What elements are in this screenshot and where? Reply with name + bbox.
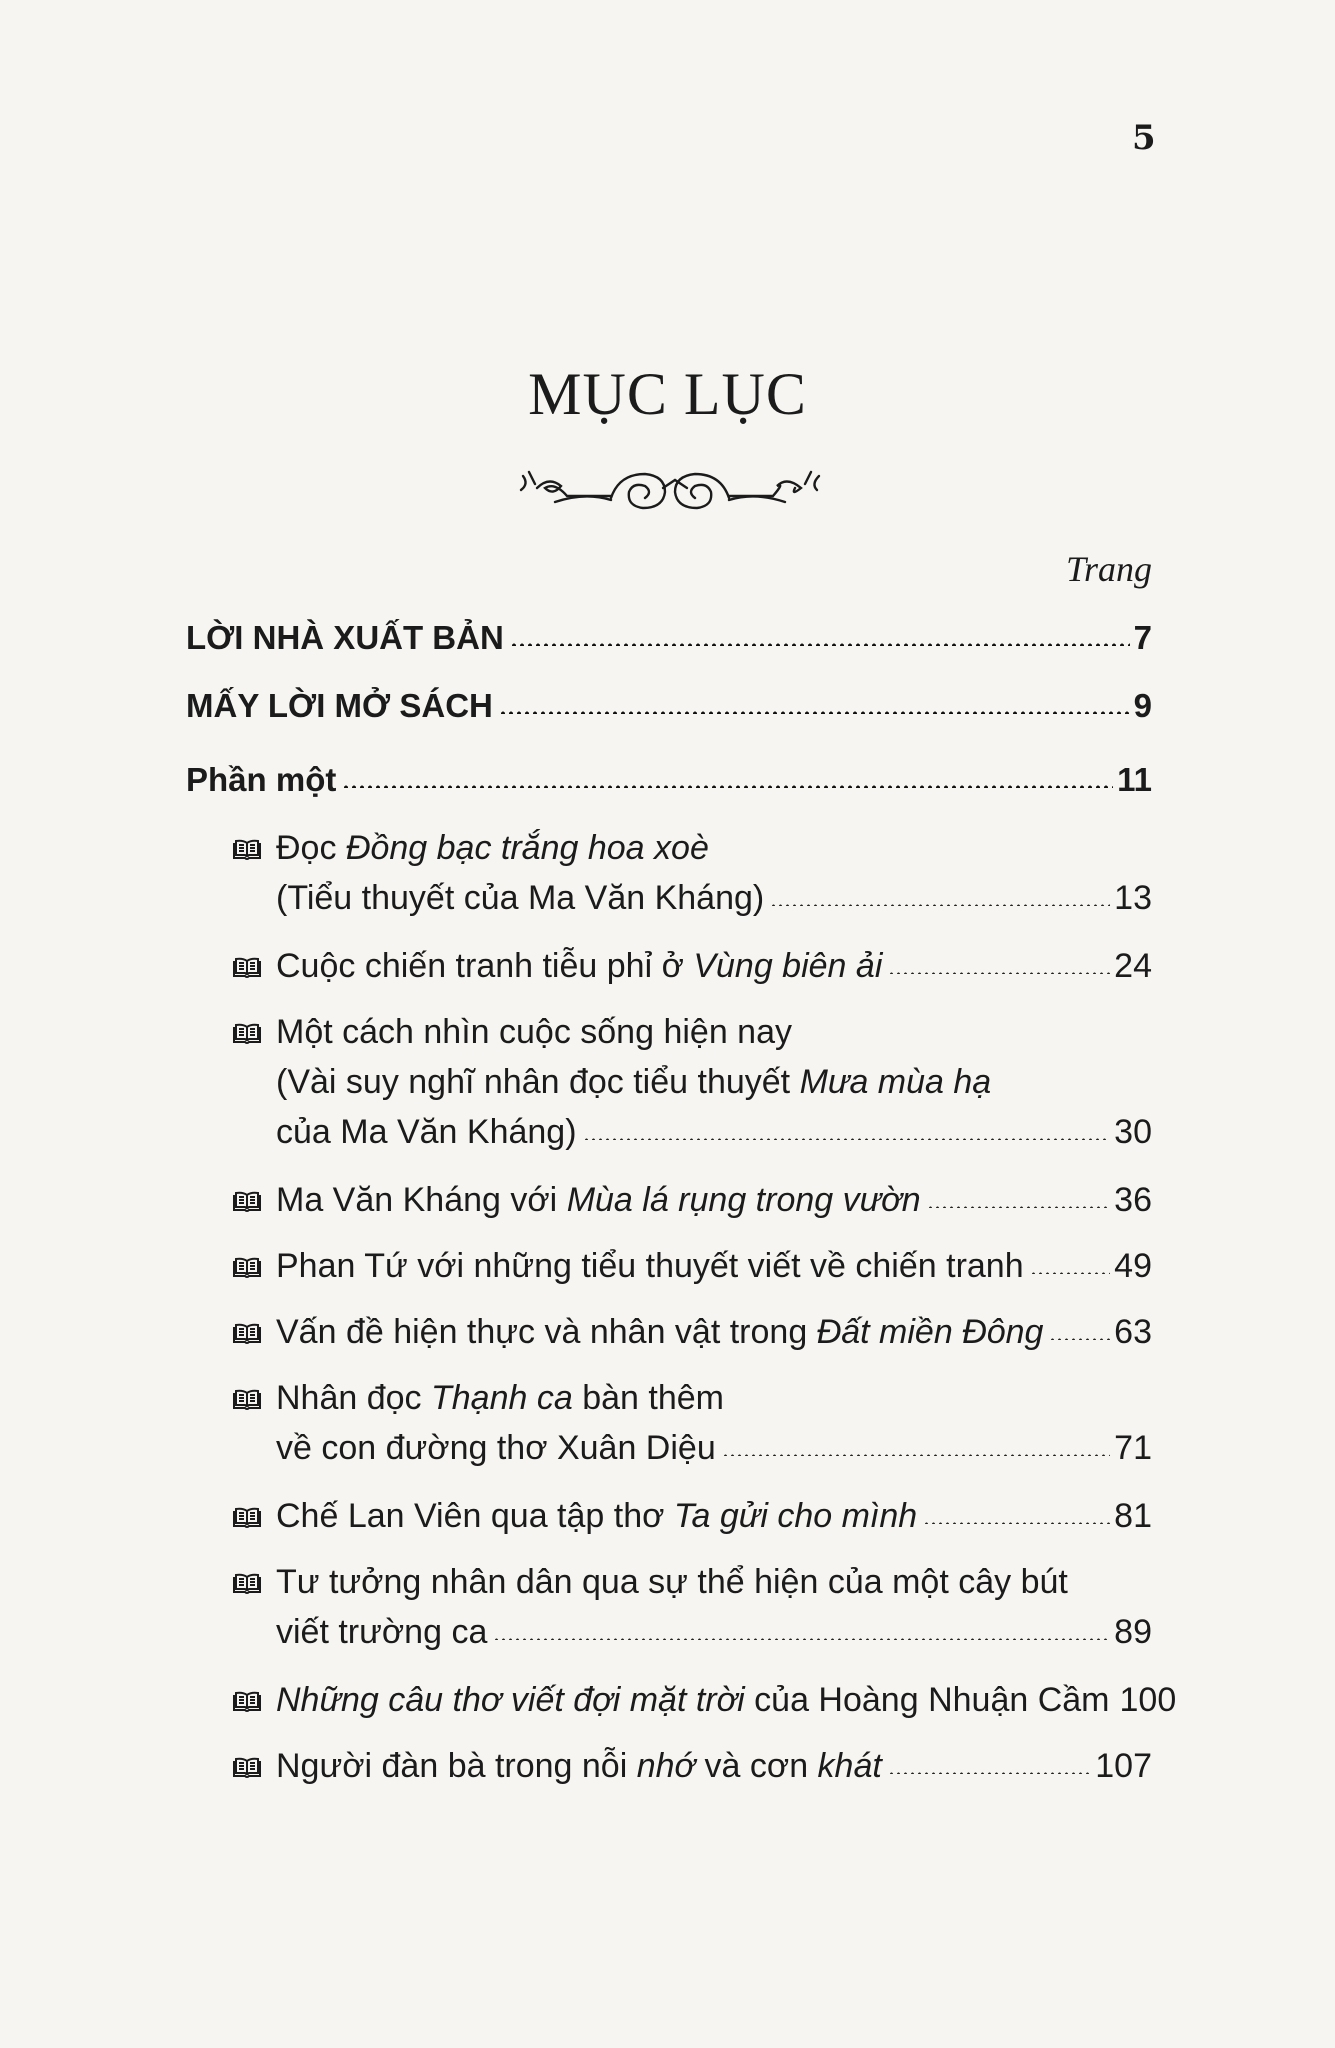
page-number: 5 [1132, 118, 1156, 158]
toc-entry-title: Người đàn bà trong nỗi nhớ và cơn khát [276, 1747, 882, 1785]
dot-leader [1049, 1338, 1110, 1340]
toc-section-entry [186, 760, 1152, 800]
toc-entry-title: Phan Tứ với những tiểu thuyết viết về chiến tranh [276, 1247, 1024, 1285]
dot-leader [342, 785, 1113, 788]
toc-entry-page: 24 [1114, 947, 1152, 985]
dot-leader [888, 972, 1110, 974]
dot-leader [923, 1522, 1110, 1524]
toc-section-entry [186, 618, 1152, 658]
toc-article-entry [232, 1562, 1152, 1602]
toc-article-entry [232, 1180, 1152, 1220]
toc-article-entry [232, 828, 1152, 868]
toc-article-entry [232, 946, 1152, 986]
page-column-label: Trang [1066, 549, 1153, 589]
toc-entry-title: Những câu thơ viết đợi mặt trời của Hoàng Nhuận Cầm [276, 1681, 1110, 1719]
toc-entry-title: viết trường ca [276, 1613, 488, 1651]
toc-entry-title: Nhân đọc Thạnh ca bàn thêm [276, 1379, 724, 1417]
toc-entry-page: 71 [1114, 1429, 1152, 1467]
toc-entry-title: về con đường thơ Xuân Diệu [276, 1429, 716, 1467]
dot-leader [499, 711, 1130, 714]
toc-entry-page: 107 [1095, 1747, 1152, 1785]
toc-article-continuation [276, 1612, 1152, 1652]
dot-leader [722, 1454, 1110, 1456]
page-title: MỤC LỤC [528, 361, 807, 427]
open-book-icon [232, 948, 262, 970]
toc-article-entry [232, 1378, 1152, 1418]
toc-entry-title: của Ma Văn Kháng) [276, 1113, 577, 1151]
toc-article-entry [232, 1312, 1152, 1352]
dot-leader [583, 1138, 1111, 1140]
open-book-icon [232, 1748, 262, 1770]
dot-leader [927, 1206, 1111, 1208]
open-book-icon [232, 1014, 262, 1036]
toc-entry-page: 11 [1117, 761, 1152, 798]
dot-leader [770, 904, 1110, 906]
open-book-icon [232, 1564, 262, 1586]
toc-entry-page: 89 [1114, 1613, 1152, 1651]
open-book-icon [232, 1182, 262, 1204]
toc-entry-page: 63 [1114, 1313, 1152, 1351]
toc-article-entry [232, 1246, 1152, 1286]
toc-entry-page: 7 [1133, 619, 1152, 656]
toc-entry-title: Chế Lan Viên qua tập thơ Ta gửi cho mình [276, 1497, 918, 1535]
toc-entry-title: MẤY LỜI MỞ SÁCH [186, 687, 493, 724]
toc-entry-title: Vấn đề hiện thực và nhân vật trong Đất miền Đông [276, 1313, 1044, 1351]
toc-entry-title: Ma Văn Kháng với Mùa lá rụng trong vườn [276, 1181, 921, 1219]
toc-article-continuation [276, 878, 1152, 918]
toc-entry-page: 49 [1114, 1247, 1152, 1285]
toc-article-entry [232, 1680, 1177, 1720]
toc-entry-title: Phần một [186, 761, 337, 798]
toc-article-continuation [276, 1062, 1152, 1102]
open-book-icon [232, 1248, 262, 1270]
toc-entry-page: 9 [1133, 687, 1152, 724]
toc-entry-page: 36 [1114, 1181, 1152, 1219]
toc-entry-title: (Vài suy nghĩ nhân đọc tiểu thuyết Mưa mùa hạ [276, 1063, 992, 1101]
toc-entry-title: (Tiểu thuyết của Ma Văn Kháng) [276, 879, 765, 917]
toc-entry-title: Tư tưởng nhân dân qua sự thể hiện của một cây bút [276, 1563, 1068, 1601]
open-book-icon [232, 1314, 262, 1336]
ornament-divider-icon [515, 462, 825, 520]
toc-article-entry [232, 1746, 1152, 1786]
toc-entry-page: 100 [1119, 1681, 1177, 1719]
open-book-icon [232, 1682, 262, 1704]
toc-article-continuation [276, 1112, 1152, 1152]
open-book-icon [232, 1498, 262, 1520]
open-book-icon [232, 830, 262, 852]
toc-entry-title: Cuộc chiến tranh tiễu phỉ ở Vùng biên ải [276, 947, 883, 985]
toc-article-entry [232, 1012, 1152, 1052]
toc-entry-title: Một cách nhìn cuộc sống hiện nay [276, 1013, 792, 1051]
open-book-icon [232, 1380, 262, 1402]
toc-entry-page: 30 [1114, 1113, 1152, 1151]
toc-entry-title: LỜI NHÀ XUẤT BẢN [186, 619, 504, 656]
toc-entry-page: 81 [1114, 1497, 1152, 1535]
toc-entry-page: 13 [1114, 879, 1152, 917]
toc-article-entry [232, 1496, 1152, 1536]
toc-section-entry [186, 686, 1152, 726]
dot-leader [493, 1638, 1110, 1640]
dot-leader [510, 643, 1130, 646]
toc-entry-title: Đọc Đồng bạc trắng hoa xoè [276, 829, 709, 867]
dot-leader [888, 1772, 1091, 1774]
toc-article-continuation [276, 1428, 1152, 1468]
dot-leader [1030, 1272, 1111, 1274]
